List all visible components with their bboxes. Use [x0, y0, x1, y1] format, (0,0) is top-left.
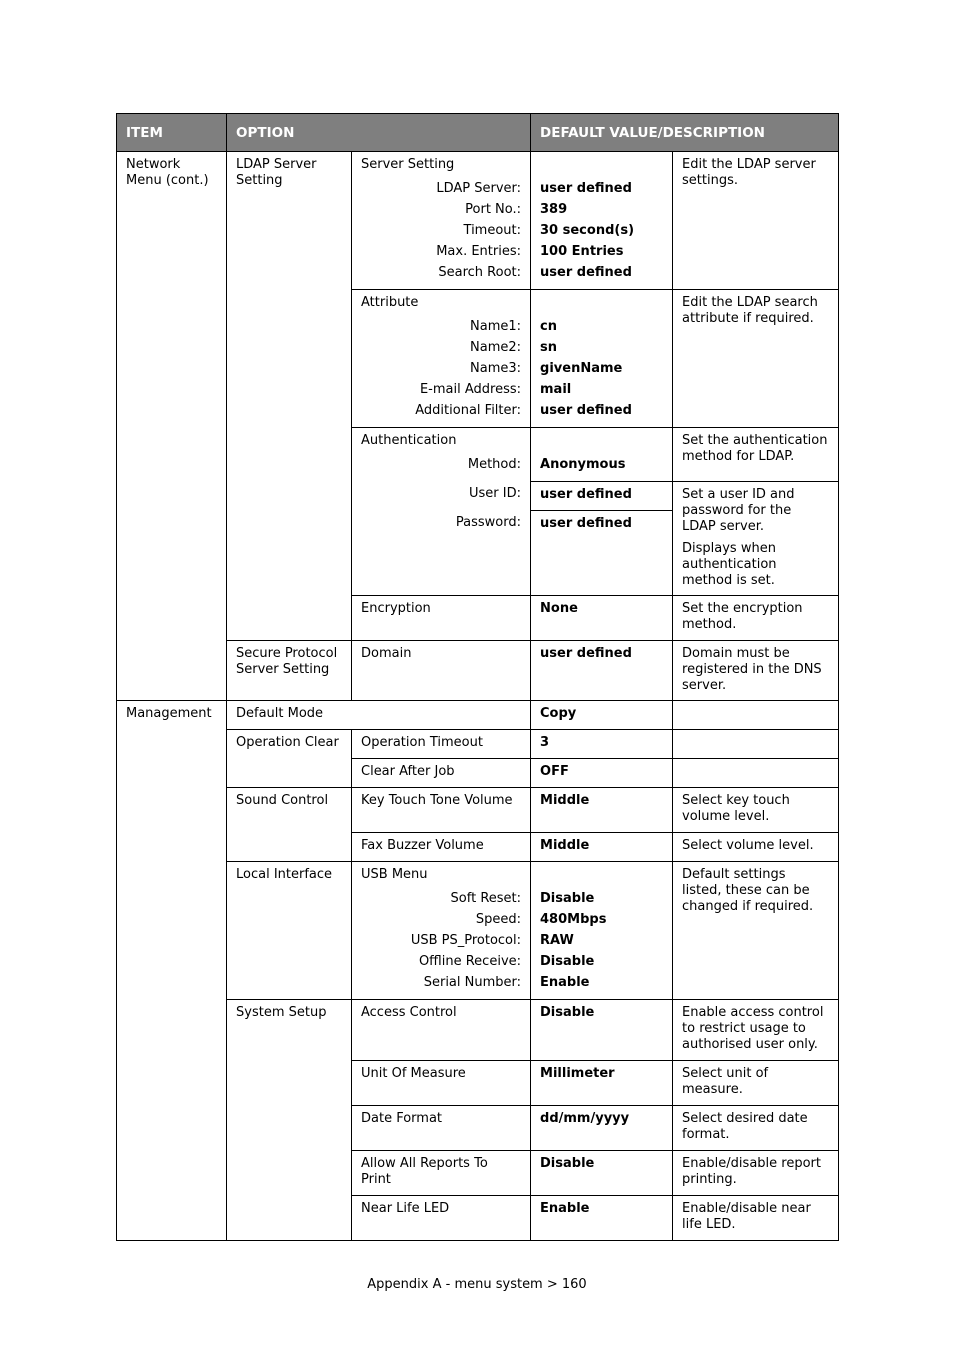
system-value: dd/mm/yyyy — [531, 1106, 673, 1151]
usb-menu-title: USB Menu — [361, 867, 428, 882]
setting-value: user defined — [540, 265, 632, 280]
server-setting-desc: Edit the LDAP server settings. — [673, 152, 839, 290]
menu-table — [116, 113, 839, 1241]
encryption-label: Encryption — [352, 596, 531, 641]
setting-label: LDAP Server: — [436, 181, 522, 196]
setting-label: Serial Number: — [423, 975, 522, 990]
default-mode-value: Copy — [531, 701, 673, 730]
setting-label: Name1: — [470, 319, 522, 334]
setting-value: Enable — [540, 975, 590, 990]
method-value-cell — [531, 428, 673, 482]
option-operation-clear: Operation Clear — [227, 730, 352, 788]
password-label: Password: — [455, 515, 522, 530]
setting-label: E-mail Address: — [419, 382, 522, 397]
encryption-value: None — [531, 596, 673, 641]
system-desc: Select desired date format. — [673, 1106, 839, 1151]
setting-value: 480Mbps — [540, 912, 607, 927]
authentication-title: Authentication — [361, 433, 457, 448]
fax-buzzer-label: Fax Buzzer Volume — [352, 833, 531, 862]
system-value: Disable — [531, 1000, 673, 1061]
item-management: Management — [117, 701, 227, 1241]
system-label: Allow All Reports To Print — [352, 1151, 531, 1196]
setting-value: Disable — [540, 954, 595, 969]
table-row — [117, 701, 839, 730]
operation-timeout-label: Operation Timeout — [352, 730, 531, 759]
key-touch-desc: Select key touch volume level. — [673, 788, 839, 833]
system-value: Millimeter — [531, 1061, 673, 1106]
system-desc: Select unit of measure. — [673, 1061, 839, 1106]
option-secure-protocol: Secure Protocol Server Setting — [227, 641, 352, 701]
usb-menu-cell — [352, 862, 531, 1000]
setting-label: Max. Entries: — [436, 244, 522, 259]
item-network: Network Menu (cont.) — [117, 152, 227, 701]
server-setting-title: Server Setting — [361, 157, 455, 172]
server-setting-cell — [352, 152, 531, 290]
setting-label: Name3: — [470, 361, 522, 376]
setting-label: Additional Filter: — [415, 403, 522, 418]
encryption-desc: Set the encryption method. — [673, 596, 839, 641]
server-setting-values — [531, 152, 673, 290]
method-value: Anonymous — [540, 457, 626, 472]
usb-menu-desc: Default settings listed, these can be changed if required. — [673, 862, 839, 1000]
clear-after-job-value: OFF — [531, 759, 673, 788]
method-desc: Set the authentication method for LDAP. — [673, 428, 839, 482]
setting-label: Offline Receive: — [418, 954, 522, 969]
setting-label: Speed: — [475, 912, 522, 927]
setting-value: RAW — [540, 933, 574, 948]
system-label: Near Life LED — [352, 1196, 531, 1241]
clear-after-job-label: Clear After Job — [352, 759, 531, 788]
domain-desc: Domain must be registered in the DNS server. — [673, 641, 839, 701]
domain-value: user defined — [531, 641, 673, 701]
system-label: Access Control — [352, 1000, 531, 1061]
setting-value: Disable — [540, 891, 595, 906]
setting-value: user defined — [540, 403, 632, 418]
fax-buzzer-desc: Select volume level. — [673, 833, 839, 862]
user-desc-2: Displays when authentication method is set. — [682, 541, 777, 588]
operation-timeout-value: 3 — [531, 730, 673, 759]
header-option: OPTION — [227, 114, 531, 152]
system-value: Enable — [531, 1196, 673, 1241]
user-desc: Set a user ID and password for the LDAP server. — [682, 487, 795, 534]
attribute-desc: Edit the LDAP search attribute if required. — [673, 290, 839, 428]
header-item: ITEM — [117, 114, 227, 152]
system-label: Unit Of Measure — [352, 1061, 531, 1106]
option-local-interface: Local Interface — [227, 862, 352, 1000]
setting-value: 100 Entries — [540, 244, 624, 259]
userid-value: user defined — [531, 482, 673, 511]
setting-value: sn — [540, 340, 558, 355]
option-system-setup: System Setup — [227, 1000, 352, 1241]
setting-value: user defined — [540, 181, 632, 196]
setting-value: givenName — [540, 361, 623, 376]
system-label: Date Format — [352, 1106, 531, 1151]
option-ldap: LDAP Server Setting — [227, 152, 352, 641]
setting-label: Search Root: — [438, 265, 522, 280]
setting-value: 30 second(s) — [540, 223, 635, 238]
option-sound-control: Sound Control — [227, 788, 352, 862]
system-desc: Enable access control to restrict usage to authorised user only. — [673, 1000, 839, 1061]
page-footer: Appendix A - menu system > 160 — [367, 1277, 587, 1292]
key-touch-label: Key Touch Tone Volume — [352, 788, 531, 833]
key-touch-value: Middle — [531, 788, 673, 833]
table-row — [117, 152, 839, 290]
system-desc: Enable/disable near life LED. — [673, 1196, 839, 1241]
fax-buzzer-value: Middle — [531, 833, 673, 862]
setting-value: cn — [540, 319, 557, 334]
usb-menu-values — [531, 862, 673, 1000]
setting-label: Name2: — [470, 340, 522, 355]
setting-label: USB PS_Protocol: — [410, 933, 522, 948]
domain-label: Domain — [352, 641, 531, 701]
system-value: Disable — [531, 1151, 673, 1196]
setting-label: Timeout: — [463, 223, 522, 238]
authentication-cell — [352, 428, 531, 596]
attribute-cell — [352, 290, 531, 428]
setting-label: Soft Reset: — [450, 891, 522, 906]
password-value: user defined — [531, 511, 673, 596]
default-mode-label: Default Mode — [227, 701, 531, 730]
header-default: DEFAULT VALUE/DESCRIPTION — [531, 114, 839, 152]
setting-value: mail — [540, 382, 572, 397]
system-desc: Enable/disable report printing. — [673, 1151, 839, 1196]
userid-label: User ID: — [469, 486, 522, 501]
user-desc-cell — [673, 482, 839, 596]
setting-label: Port No.: — [465, 202, 522, 217]
setting-value: 389 — [540, 202, 568, 217]
attribute-values — [531, 290, 673, 428]
table-header-row — [117, 114, 839, 152]
attribute-title: Attribute — [361, 295, 419, 310]
method-label: Method: — [467, 457, 522, 472]
